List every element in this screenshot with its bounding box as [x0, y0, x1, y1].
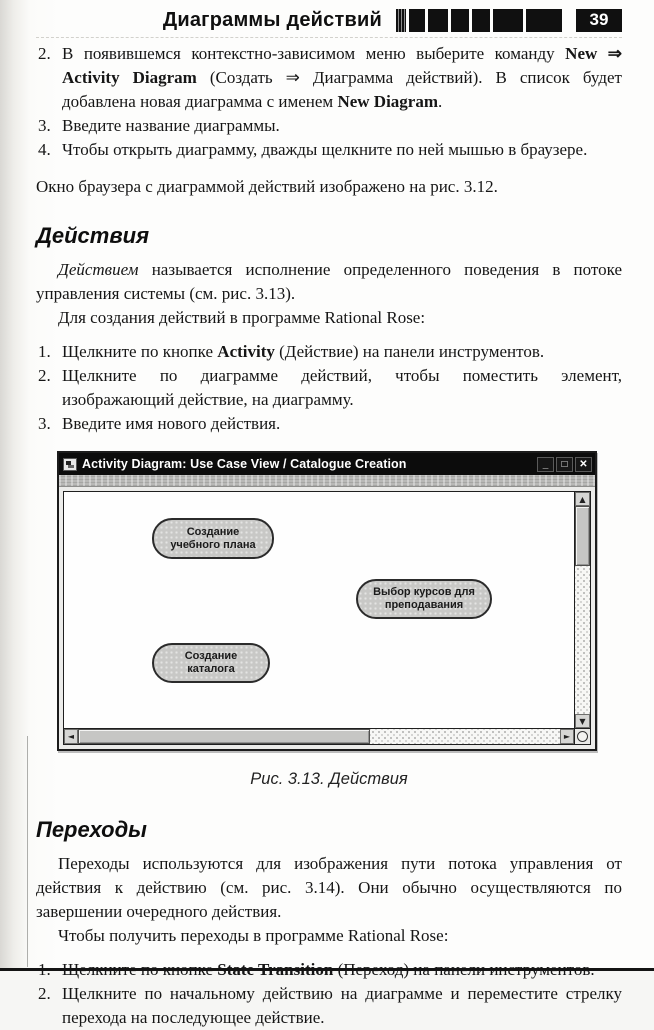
vertical-scrollbar[interactable]	[574, 492, 590, 728]
scroll-down-icon[interactable]: ▼	[575, 714, 590, 728]
activity-diagram-window	[57, 451, 597, 751]
barcode-block	[472, 9, 490, 32]
barcode-block	[451, 9, 469, 32]
maximize-button[interactable]: □	[556, 457, 573, 472]
text-run: называется исполнение определенного поведения в потоке управления системы (см. рис. 3.13).	[36, 260, 622, 303]
paragraph-create-actions: Для создания действий в программе Rational Rose:	[58, 308, 426, 327]
list-item-number: 2.	[38, 984, 51, 1003]
list-item-number: 4.	[38, 140, 51, 159]
activity-label-line: преподавания	[384, 599, 464, 611]
activity-diagram-icon	[63, 458, 77, 471]
list-item-text: Введите название диаграммы.	[62, 116, 280, 135]
list-item-text: Щелкните по начальному действию на диаграмме и переместите стрелку перехода на последующее действие.	[62, 984, 622, 1027]
activity-label-line: каталога	[187, 663, 235, 675]
vertical-scroll-thumb[interactable]	[575, 506, 590, 566]
list-item-number: 3.	[38, 116, 51, 135]
list-item-number: 1.	[38, 342, 51, 361]
horizontal-scroll-thumb[interactable]	[78, 729, 370, 744]
window-titlebar[interactable]	[59, 453, 595, 475]
window-toolbar-strip	[59, 475, 595, 487]
resize-grip-icon	[577, 731, 588, 742]
paragraph-transitions-definition: Переходы используются для изображения пути потока управления от действия к действию (см. рис. 3.14). Они обычно осуществляются по завершении очередного действия.	[36, 854, 622, 921]
header-barcode-decoration	[396, 9, 562, 32]
list-item	[36, 364, 622, 412]
horizontal-scrollbar[interactable]	[64, 728, 574, 744]
barcode-block	[409, 9, 425, 32]
barcode-block	[428, 9, 448, 32]
horizontal-scroll-track[interactable]	[370, 729, 560, 744]
activity-label-line: Выбор курсов для	[373, 586, 475, 598]
activity-shape-create-catalogue[interactable]	[152, 643, 270, 683]
list-item-number: 2.	[38, 366, 51, 385]
actions-steps-list	[36, 340, 622, 436]
paragraph-get-transitions: Чтобы получить переходы в программе Rational Rose:	[58, 926, 449, 945]
list-item	[36, 982, 622, 1030]
scroll-right-icon[interactable]: ►	[560, 729, 574, 744]
window-title: Activity Diagram: Use Case View / Catalogue Creation	[82, 457, 407, 471]
text-run: (Действие) на панели инструментов.	[274, 342, 545, 361]
window-resize-corner[interactable]	[574, 728, 590, 744]
list-item-number: 2.	[38, 44, 51, 63]
list-item	[36, 114, 622, 138]
page-scan-edge-line	[27, 736, 28, 967]
vertical-scroll-track[interactable]	[575, 566, 590, 714]
list-item	[36, 138, 622, 162]
activity-label-line: Создание	[186, 525, 240, 538]
italic-term: Действием	[58, 260, 139, 279]
window-controls	[537, 457, 592, 472]
section-heading-actions: Действия	[36, 223, 150, 248]
barcode-block	[493, 9, 523, 32]
list-item-text	[62, 340, 622, 364]
paragraph-browser-ref: Окно браузера с диаграммой действий изображено на рис. 3.12.	[36, 177, 498, 196]
paragraph-action-definition	[36, 258, 622, 306]
list-item	[36, 412, 622, 436]
figure-caption: Рис. 3.13. Действия	[250, 770, 408, 788]
list-item-text: Щелкните по диаграмме действий, чтобы поместить элемент, изображающий действие, на диаграмму.	[62, 366, 622, 409]
bold-command: Activity	[217, 342, 275, 361]
list-item-number: 3.	[38, 414, 51, 433]
close-button[interactable]: ✕	[575, 457, 592, 472]
list-item-text: Чтобы открыть диаграмму, дважды щелкните по ней мышью в браузере.	[62, 140, 588, 159]
barcode-block	[526, 9, 562, 32]
running-head	[36, 6, 622, 38]
list-item-text	[62, 42, 622, 114]
barcode-block-striped	[396, 9, 406, 32]
setup-steps-list	[36, 42, 622, 162]
activity-label-line: Создание	[184, 650, 238, 662]
activity-shape-create-curriculum[interactable]	[152, 518, 274, 559]
scroll-up-icon[interactable]: ▲	[575, 492, 590, 506]
list-item	[36, 340, 622, 364]
section-heading-transitions: Переходы	[36, 817, 147, 842]
diagram-canvas[interactable]	[64, 492, 574, 728]
page-number: 39	[576, 9, 622, 32]
list-item	[36, 42, 622, 114]
text-run: Щелкните по кнопке	[62, 342, 218, 361]
bold-command: New ⇒ Activity Diagram	[62, 44, 623, 87]
text-run: (Создать ⇒ Диаграмма действий). В список будет добавлена новая диаграмма с именем	[62, 68, 622, 111]
activity-shape-select-courses[interactable]	[356, 579, 492, 619]
diagram-frame	[63, 491, 591, 745]
bold-command: New Diagram	[337, 92, 438, 111]
list-item-text: Введите имя нового действия.	[62, 414, 281, 433]
scroll-left-icon[interactable]: ◄	[64, 729, 78, 744]
text-run: В появившемся контекстно-зависимом меню выберите команду	[62, 44, 566, 63]
minimize-button[interactable]: _	[537, 457, 554, 472]
chapter-title: Диаграммы действий	[162, 8, 382, 31]
activity-label-line: учебного плана	[170, 538, 256, 551]
text-run: .	[438, 92, 443, 111]
